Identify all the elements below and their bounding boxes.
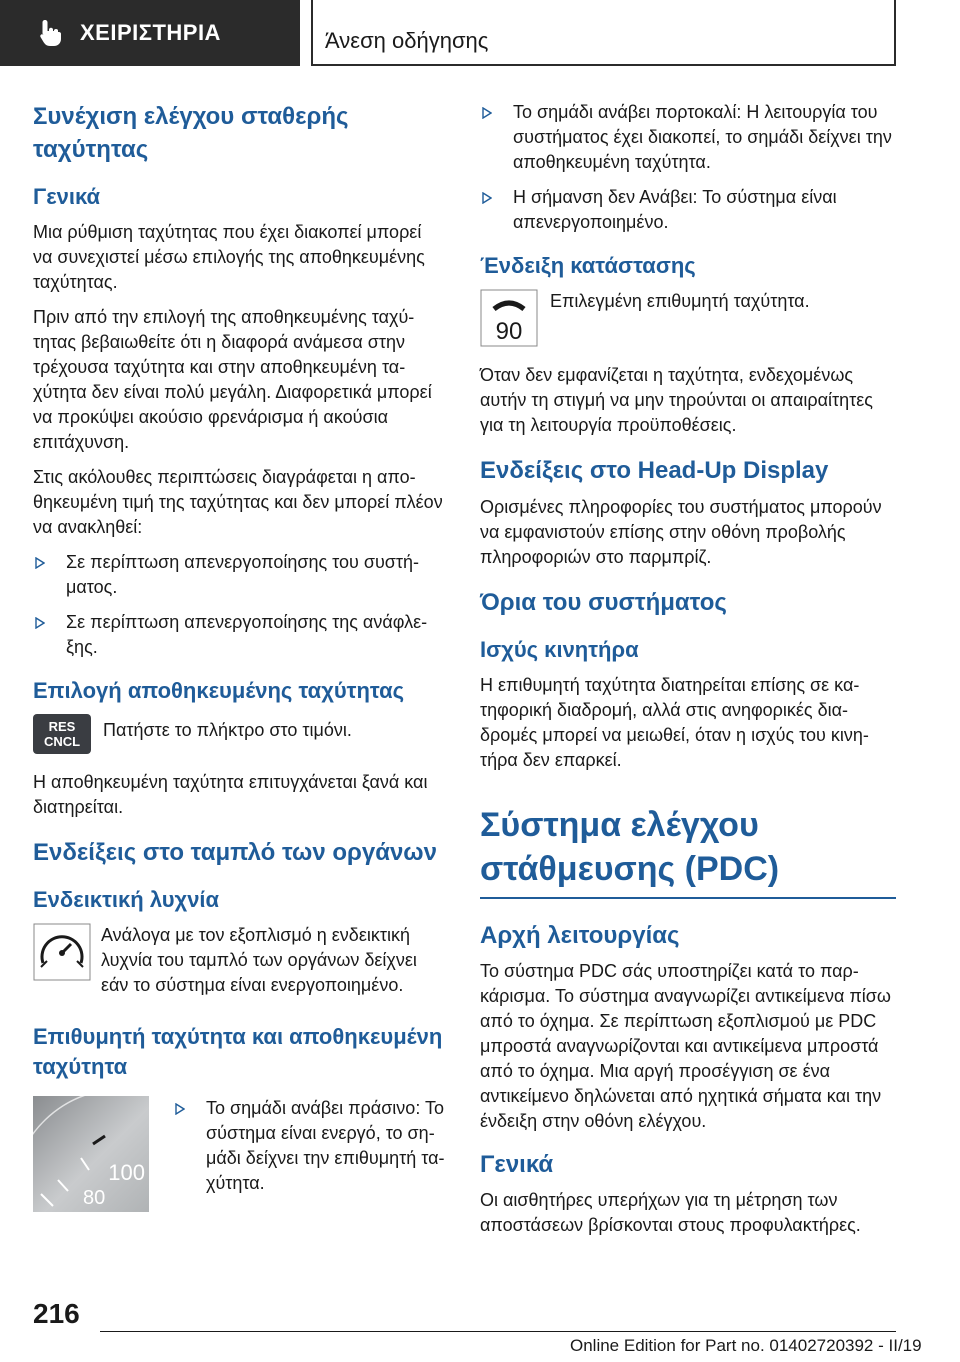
- bullet-list: [173, 1096, 445, 1206]
- paragraph: Στις ακόλουθες περιπτώσεις διαγράφεται η αποθηκευμένη τιμή της ταχύτητας και δεν μπορεί πλέον να ανακληθεί:: [33, 467, 443, 537]
- res-cncl-button-icon: RES CNCL: [33, 714, 91, 754]
- paragraph: Πριν από την επιλογή της αποθηκευμένης ταχύτητας βεβαιωθείτε ότι η διαφορά ανάμεσα στην τρέχουσα ταχύτητα και στην αποθηκευμένη ταχύτητα δεν είναι πολύ μεγάλη. Διαφορετικά μπορεί να προκύψει ακούσιο φρενάρισμα ή ακούσια επιτάχυνση.: [33, 307, 432, 452]
- topic-tab: [311, 0, 896, 66]
- triangle-bullet-icon: [35, 557, 45, 569]
- heading-desired-stored-speed: Επιθυμητή ταχύτητα και αποθηκευμένη ταχύτητα: [33, 1024, 443, 1079]
- indicator-lamp-row: [33, 923, 445, 998]
- res-button-row: [33, 714, 445, 754]
- list-item: Το σημάδι ανάβει πορτοκαλί: Η λειτουργία του συστήματος έχει διακοπεί, το σημάδι δείχνει την αποθηκευμένη ταχύτητα.: [480, 100, 896, 175]
- triangle-bullet-icon: [482, 107, 492, 119]
- triangle-bullet-icon: [482, 192, 492, 204]
- heading-status-display: Ένδειξη κατάστασης: [480, 253, 696, 278]
- gauge-row: [33, 1096, 445, 1216]
- paragraph: Το σύστημα PDC σάς υποστηρίζει κατά το παρκάρισμα. Το σύστημα αναγνωρίζει αντικείμενα πίσω από το όχημα. Σε περίπτωση εξοπλισμού με PDC μπροστά αναγνωρίζονται και αντικείμενα μπροστά από το όχημα. Μια αργή προσέγγιση σε ένα αντικείμενο δηλώνεται από ηχητικά σήματα και την ένδειξη στην οθόνη ελέγχου.: [480, 961, 891, 1131]
- paragraph: Όταν δεν εμφανίζεται η ταχύτητα, ενδεχομένως αυτήν τη στιγμή να μην τηρούνται οι απαιραίτητες για τη λειτουργία προϋποθέσεις.: [480, 365, 873, 435]
- status-text: Επιλεγμένη επιθυμητή ταχύτητα.: [550, 291, 810, 311]
- res-instruction: Πατήστε το πλήκτρο στο τιμόνι.: [103, 720, 352, 740]
- list-item: Το σημάδι ανάβει πράσινο: Το σύστημα είναι ενεργό, το σημάδι δείχνει την επιθυμητή ταχύτητα.: [173, 1096, 445, 1196]
- hand-pointer-icon: [38, 18, 64, 48]
- speedometer-gauge-image: 100 80: [33, 1096, 149, 1212]
- list-item: Σε περίπτωση απενεργοποίησης της ανάφλεξης.: [33, 610, 445, 660]
- heading-general-pdc: Γενικά: [480, 1151, 554, 1178]
- heading-engine-power: Ισχύς κινητήρα: [480, 637, 639, 662]
- cruise-control-speedometer-icon: [33, 923, 91, 981]
- triangle-bullet-icon: [175, 1103, 185, 1115]
- chapter-heading-wrap: [480, 803, 896, 899]
- right-column: [480, 100, 896, 1248]
- bullet-list: [33, 550, 445, 660]
- paragraph: Ορισμένες πληροφορίες του συστήματος μπορούν να εμφανιστούν επίσης στην οθόνη προβολής πληροφοριών στο παρμπρίζ.: [480, 497, 882, 567]
- heading-instrument-cluster: Ενδείξεις στο ταμπλό των οργάνων: [33, 839, 437, 866]
- heading-system-limits: Όρια του συστήματος: [480, 589, 727, 616]
- status-row: [480, 289, 896, 347]
- heading-hud: Ενδείξεις στο Head-Up Display: [480, 457, 829, 484]
- paragraph: Η επιθυμητή ταχύτητα διατηρείται επίσης σε κατηφορική διαδρομή, αλλά στις ανηφορικές διαδρομές μπορεί να μειωθεί, όταν η ισχύς του κινητήρα δεν επαρκεί.: [480, 675, 869, 770]
- page-header: [0, 0, 960, 66]
- bullet-list: [480, 100, 896, 235]
- heading-select-stored: Επιλογή αποθηκευμένης ταχύτητας: [33, 678, 405, 703]
- triangle-bullet-icon: [35, 617, 45, 629]
- set-speed-indicator-icon: [480, 289, 538, 347]
- left-column: [33, 100, 445, 1232]
- heading-pdc: Σύστημα ελέγχου στάθμευσης (PDC): [480, 806, 780, 888]
- svg-text:90: 90: [495, 318, 523, 345]
- heading-general: Γενικά: [33, 184, 101, 209]
- paragraph: Οι αισθητήρες υπερήχων για τη μέτρηση των αποστάσεων βρίσκονται στους προφυλακτήρες.: [480, 1190, 861, 1235]
- section-tab: [0, 0, 300, 66]
- heading-continue-cruise: Συνέχιση ελέγχου σταθερής ταχύτητας: [33, 103, 349, 163]
- paragraph: Η αποθηκευμένη ταχύτητα επιτυγχάνεται ξανά και διατηρείται.: [33, 772, 428, 817]
- footer-divider: [100, 1331, 896, 1332]
- paragraph: Μια ρύθμιση ταχύτητας που έχει διακοπεί μπορεί να συνεχιστεί μέσω επιλογής της αποθηκευμένης ταχύτητας.: [33, 222, 425, 292]
- heading-indicator-lamp: Ενδεικτική λυχνία: [33, 887, 220, 912]
- edition-note: Online Edition for Part no. 01402720392 - II/19: [570, 1336, 922, 1355]
- topic-label: Άνεση οδήγησης: [325, 28, 489, 53]
- section-label: ΧΕΙΡΙΣΤΗΡΙΑ: [80, 20, 221, 45]
- list-item: Η σήμανση δεν Ανάβει: Το σύστημα είναι απενεργοποιημένο.: [480, 185, 896, 235]
- list-item: Σε περίπτωση απενεργοποίησης του συστήματος.: [33, 550, 445, 600]
- heading-principle: Αρχή λειτουργίας: [480, 922, 680, 949]
- indicator-lamp-text: Ανάλογα με τον εξοπλισμό η ενδεικτική λυχνία του ταμπλό των οργάνων δείχνει εάν το σύστημα είναι ενεργοποιημένο.: [101, 925, 417, 995]
- page-number: 216: [33, 1298, 80, 1329]
